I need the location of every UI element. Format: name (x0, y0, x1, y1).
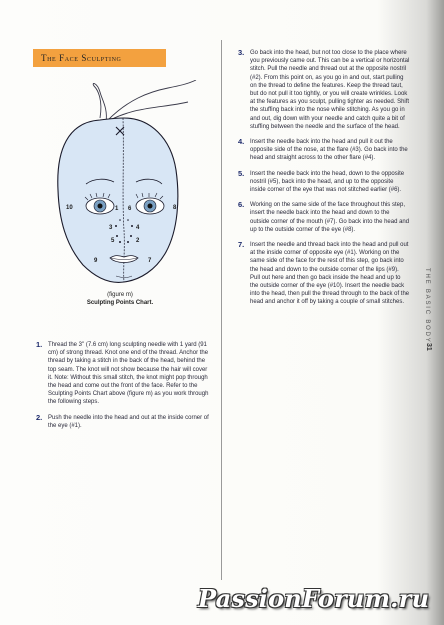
section-header: The Face Sculpting (33, 49, 166, 67)
step-text: Push the needle into the head and out at the inside corner of the eye (#1). (48, 414, 209, 429)
thread-line (93, 84, 106, 122)
figure-caption (60, 291, 180, 307)
point-label: 9 (94, 258, 98, 264)
left-pupil (98, 204, 103, 209)
step-item (238, 201, 410, 234)
step-number: 7. (238, 240, 245, 250)
point-label: 3 (109, 225, 113, 231)
right-column (238, 49, 410, 314)
step-item (238, 241, 410, 307)
point-label: 10 (66, 205, 73, 211)
step-item (238, 170, 410, 195)
page-number: 31 (425, 343, 432, 351)
step-number: 6. (238, 200, 245, 210)
step-text: Go back into the head, but not too close to the place where you previously came out. This can be a vertical or horizontal stitch. Pull the needle and thread out at the opposite nostril (#2). From this point on, as you go in and out, start pulling on the thread to define the features. Keep the thread taut, but do not pull it too tightly, or you will create wrinkles. Look at the features as you sculpt, pulling tighter as needed. Shift the stuffing back into the nose while stitching. As you go in and out, dig down with your needle and catch quite a bit of stuffing between the needle and the surface of the head. (250, 50, 410, 130)
step-number: 5. (238, 168, 245, 178)
step-text: Working on the same side of the face throughout this step, insert the needle back into the head and down to the outside corner of the mouth (#7). Go back into the head and up to the outside corner of the eye (#8). (250, 202, 410, 233)
point-label: 2 (136, 238, 140, 244)
step-number: 3. (238, 48, 245, 57)
step-number: 1. (36, 340, 43, 349)
step-number: 2. (36, 412, 43, 422)
face-sculpting-figure (28, 80, 208, 310)
step-text: Thread the 3" (7.6 cm) long sculpting needle with 1 yard (91 cm) of strong thread. Knot one end of the thread. Anchor the thread by taking a stitch in the back of the head, behind the top seam. The knot will not show because the hair will cover it. Note: Without this small stitch, the knot might pop through the head and come out the front of the face. Refer to the Sculpting Points Chart above (figure m) as you work through the following steps. (48, 342, 209, 406)
point-label: 1 (115, 206, 119, 212)
right-pupil (148, 204, 153, 209)
step-item (36, 414, 212, 430)
step-item (238, 138, 410, 163)
running-section-title: THE BASIC BODY (424, 268, 430, 344)
step-number: 4. (238, 137, 245, 147)
column-divider (221, 40, 222, 580)
left-column (36, 341, 212, 437)
step-text: Insert the needle back into the head, down to the opposite nostril (#5), back into the head, and up to the opposite inside corner of the eye that was not stitched earlier (#6). (250, 170, 405, 194)
thread-line (108, 80, 196, 120)
step-text: Insert the needle back into the head and pull it out the opposite side of the nose, at the flare (#3). Go back into the head and straight across to the other flare (#4). (250, 139, 408, 162)
point-label: 4 (136, 225, 140, 231)
figure-ref: (figure m) (107, 292, 133, 298)
point-label: 7 (148, 258, 152, 264)
point-label: 6 (128, 206, 132, 212)
step-text: Insert the needle and thread back into the head and pull out at the inside corner of opposite eye (#1). Working on the same side of the face for the rest of this step, go back into the head and down to the outside corner of the lips (#9). Pull out here and then go back inside the head and up to the outside corner of the eye (#10). Insert the needle back into the head, then pull the thread through to the back of the head and anchor it off by taking a couple of small stitches. (250, 242, 410, 306)
watermark: PassionForum.ru (198, 584, 430, 613)
step-item (238, 49, 410, 131)
point-label: 8 (173, 205, 177, 211)
step-item (36, 341, 212, 407)
thread-line (110, 102, 188, 120)
figure-title: Sculpting Points Chart. (86, 300, 154, 306)
point-label: 5 (111, 238, 115, 244)
